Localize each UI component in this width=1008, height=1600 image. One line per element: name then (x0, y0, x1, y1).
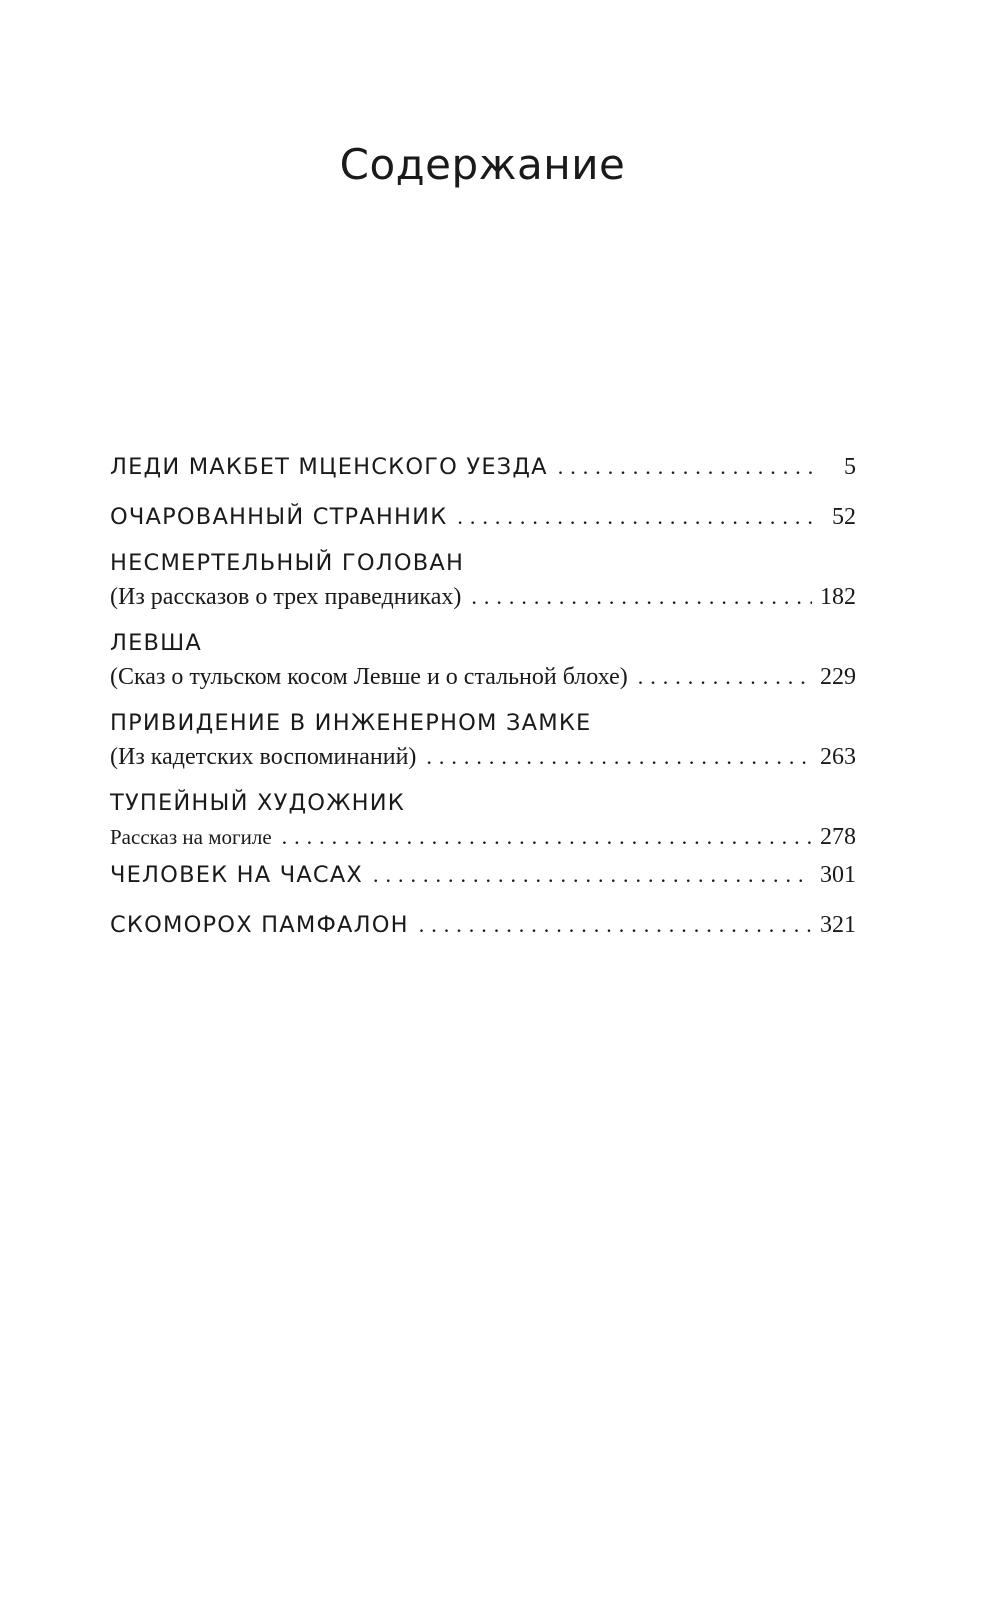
toc-entry[interactable] (110, 628, 856, 696)
page-number: 229 (820, 664, 856, 690)
dot-leader (409, 906, 812, 944)
toc-line (110, 818, 856, 856)
toc-line (110, 738, 856, 776)
toc-line (110, 906, 856, 944)
dot-leader (447, 498, 812, 536)
dot-leader (548, 448, 812, 486)
toc-line (110, 658, 856, 696)
dot-leader (461, 578, 812, 616)
entry-title: ЧЕЛОВЕК НА ЧАСАХ (110, 862, 364, 888)
entry-subtitle: (Сказ о тульском косом Левше и о стальной блохе) (110, 664, 628, 690)
toc-line (110, 498, 856, 536)
dot-leader (363, 856, 812, 894)
toc-entry[interactable] (110, 498, 856, 536)
dot-leader (628, 658, 812, 696)
toc-line (110, 448, 856, 486)
toc-entry[interactable] (110, 448, 856, 486)
entry-title: ОЧАРОВАННЫЙ СТРАННИК (110, 504, 448, 530)
dot-leader (416, 738, 812, 776)
page-number: 182 (820, 584, 856, 610)
page-number: 301 (820, 862, 856, 888)
toc-entry[interactable] (110, 856, 856, 894)
entry-title: ТУПЕЙНЫЙ ХУДОЖНИК (110, 790, 405, 816)
toc-entry[interactable] (110, 548, 856, 616)
toc-entry[interactable] (110, 906, 856, 944)
entry-title: НЕСМЕРТЕЛЬНЫЙ ГОЛОВАН (110, 550, 465, 576)
toc-entry[interactable] (110, 708, 856, 776)
entry-subtitle: (Из кадетских воспоминаний) (110, 744, 417, 770)
entry-title: ЛЕДИ МАКБЕТ МЦЕНСКОГО УЕЗДА (110, 454, 548, 480)
entry-title: ПРИВИДЕНИЕ В ИНЖЕНЕРНОМ ЗАМКЕ (110, 710, 592, 736)
page-number: 5 (844, 454, 856, 480)
toc-line (110, 856, 856, 894)
page-number: 52 (832, 504, 856, 530)
table-of-contents (110, 448, 856, 944)
page-number: 278 (820, 824, 856, 850)
entry-subtitle: (Из рассказов о трех праведниках) (110, 584, 462, 610)
page-title: Содержание (339, 140, 626, 189)
toc-entry[interactable] (110, 788, 856, 856)
toc-line (110, 578, 856, 616)
entry-subtitle: Рассказ на могиле (110, 825, 272, 849)
page-number: 263 (820, 744, 856, 770)
dot-leader (272, 818, 812, 856)
page-number: 321 (820, 912, 856, 938)
entry-title: СКОМОРОХ ПАМФАЛОН (110, 912, 409, 938)
entry-title: ЛЕВША (110, 630, 203, 656)
